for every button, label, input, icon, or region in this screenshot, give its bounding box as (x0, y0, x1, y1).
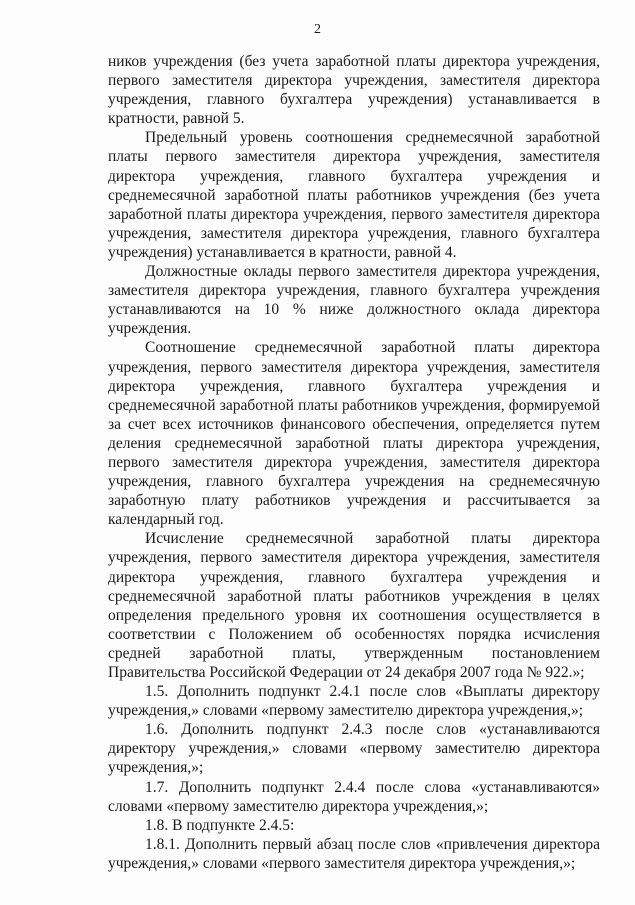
clause-1-8-1: 1.8.1. Дополнить первый абзац после слов «привлечения директора учреждения,» словами «первого заместителя директора учреждения,»; (108, 835, 600, 872)
clause-1-7: 1.7. Дополнить подпункт 2.4.4 после слова «устанавливаются» словами «первому заместителю директора учреждения,»; (108, 778, 600, 815)
clause-1-6: 1.6. Дополнить подпункт 2.4.3 после слов «устанавливаются директору учреждения,» словами «первому заместителю директора учреждения,»; (108, 721, 600, 777)
paragraph-ratio-deputies: Предельный уровень соотношения среднемесячной заработной платы первого заместителя директора учреждения, заместителя директора учреждения, главного бухгалтера учреждения и среднемесячной заработной платы работников учреждения (без учета заработной платы директора учреждения, первого заместителя директора учреждения, заместителя директора учреждения, главного бухгалтера учреждения) устанавливается в кратности, равной 4. (108, 129, 600, 261)
page-number: 2 (314, 22, 321, 37)
paragraph-calculation: Исчисление среднемесячной заработной платы директора учреждения, первого заместителя директора учреждения, заместителя директора учреждения, главного бухгалтера учреждения и среднемесячной заработной платы работников учреждения в целях определения предельного уровня их соотношения осуществляется в соответствии с Положением об особенностях порядка исчисления средней заработной платы, утвержденным постановлением Правительства Российской Федерации от 24 декабря 2007 года № 922.»; (108, 530, 600, 681)
clause-1-8: 1.8. В подпункте 2.4.5: (145, 816, 295, 834)
paragraph-continuation: ников учреждения (без учета заработной платы директора учреждения, первого заместителя директора учреждения, заместителя директора учреждения, главного бухгалтера учреждения) устанавливается в кратности, равной 5. (108, 53, 600, 128)
paragraph-ratio-definition: Соотношение среднемесячной заработной платы директора учреждения, первого заместителя директора учреждения, заместителя директора учреждения, главного бухгалтера учреждения и среднемесячной заработной платы работников учреждения, формируемой за счет всех источников финансового обеспечения, определяется путем деления среднемесячной заработной платы директора учреждения, первого заместителя директора учреждения, заместителя директора учреждения, главного бухгалтера учреждения на среднемесячную заработную плату работников учреждения и рассчитывается за календарный год. (108, 339, 600, 529)
paragraph-salaries: Должностные оклады первого заместителя директора учреждения, заместителя директора учреждения, главного бухгалтера учреждения устанавливаются на 10 % ниже должностного оклада директора учреждения. (108, 263, 600, 338)
document-body (108, 52, 600, 873)
clause-1-5: 1.5. Дополнить подпункт 2.4.1 после слов «Выплаты директору учреждения,» словами «первому заместителю директора учреждения,»; (108, 683, 600, 720)
